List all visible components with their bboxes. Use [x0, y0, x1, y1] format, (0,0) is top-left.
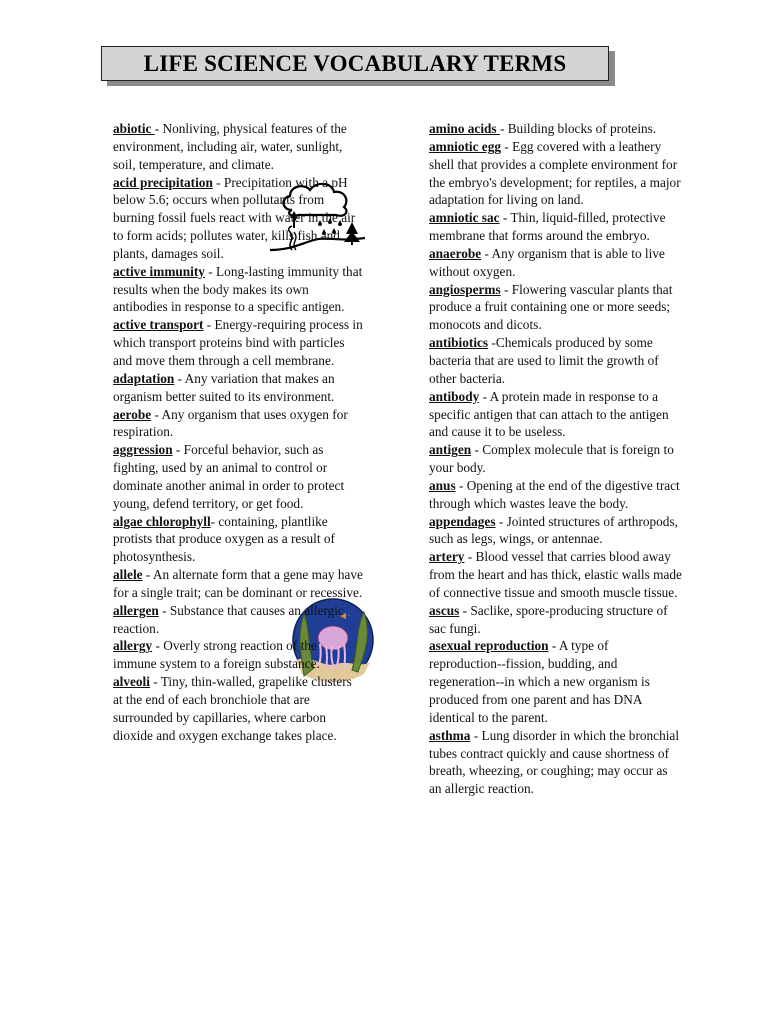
entry-adaptation: adaptation - Any variation that makes an organism better suited to its environment.	[113, 370, 335, 404]
entry-allergy: allergy - Overly strong reaction of the immune system to a foreign substance.	[113, 638, 320, 672]
entry-acid-precipitation: acid precipitation - Precipitation with a pH below 5.6; occurs when pollutants from burning fossil fuels react with water in the air to form acids; pollutes water, kills fish and plants, damages soil.	[113, 174, 356, 261]
entry-anaerobe: anaerobe - Any organism that is able to live without oxygen.	[429, 245, 665, 279]
entry-antibody: antibody - A protein made in response to a specific antigen that can attach to the antigen and cause it to be useless.	[429, 388, 669, 440]
right-column	[429, 120, 683, 798]
entry-amniotic-sac: amniotic sac - Thin, liquid-filled, protective membrane that forms around the embryo.	[429, 210, 666, 244]
entry-allergen: allergen - Substance that causes an allergic reaction.	[113, 602, 344, 636]
entry-antibiotics: antibiotics -Chemicals produced by some bacteria that are used to limit the growth of other bacteria.	[429, 335, 659, 386]
entry-active-immunity: active immunity - Long-lasting immunity that results when the body makes its own antibodies in response to a specific antigen.	[113, 263, 363, 315]
entry-aggression: aggression - Forceful behavior, such as fighting, used by an animal to control or dominate another animal in order to protect young, defend territory, or get food.	[113, 442, 345, 511]
entry-angiosperms: angiosperms - Flowering vascular plants that produce a fruit containing one or more seeds; monocots and dicots.	[429, 281, 673, 333]
entry-alveoli: alveoli - Tiny, thin-walled, grapelike clusters at the end of each bronchiole that are surrounded by capillaries, where carbon dioxide and oxygen exchange takes place.	[113, 674, 352, 743]
entry-amniotic-egg: amniotic egg - Egg covered with a leathery shell that provides a complete environment for the embryo's development; for reptiles, a major adaptation for living on land.	[429, 138, 681, 208]
entry-artery: artery - Blood vessel that carries blood away from the heart and has thick, elastic walls made of connective tissue and smooth muscle tissue.	[429, 549, 682, 600]
entry-ascus: ascus - Saclike, spore-producing structure of sac fungi.	[429, 602, 668, 636]
left-column	[113, 120, 363, 745]
page-title: LIFE SCIENCE VOCABULARY TERMS	[101, 46, 609, 81]
entry-anus: anus - Opening at the end of the digestive tract through which wastes leave the body.	[429, 477, 680, 511]
entry-aerobe: aerobe - Any organism that uses oxygen for respiration.	[113, 406, 348, 440]
entry-amino-acids: amino acids - Building blocks of proteins.	[429, 121, 657, 136]
entry-asthma: asthma - Lung disorder in which the bronchial tubes contract quickly and cause shortness of breath, wheezing, or coughing; may occur as an allergic reaction.	[429, 727, 680, 797]
entry-asexual-reproduction: asexual reproduction - A type of reproduction--fission, budding, and regeneration--in which a new organism is produced from one parent and has DNA identical to the parent.	[429, 638, 650, 725]
entry-abiotic: abiotic - Nonliving, physical features of the environment, including air, water, sunlight, soil, temperature, and climate.	[113, 121, 347, 172]
entry-appendages: appendages - Jointed structures of arthropods, such as legs, wings, or antennae.	[429, 513, 678, 547]
entry-active-transport: active transport - Energy-requiring process in which transport proteins bind with particles and move them through a cell membrane.	[113, 317, 363, 368]
entry-allele: allele - An alternate form that a gene may have for a single trait; can be dominant or recessive.	[113, 567, 363, 600]
entry-antigen: antigen - Complex molecule that is foreign to your body.	[429, 442, 674, 476]
entry-algae: algae chlorophyll- containing, plantlike protists that produce oxygen as a result of photosynthesis.	[113, 513, 335, 565]
